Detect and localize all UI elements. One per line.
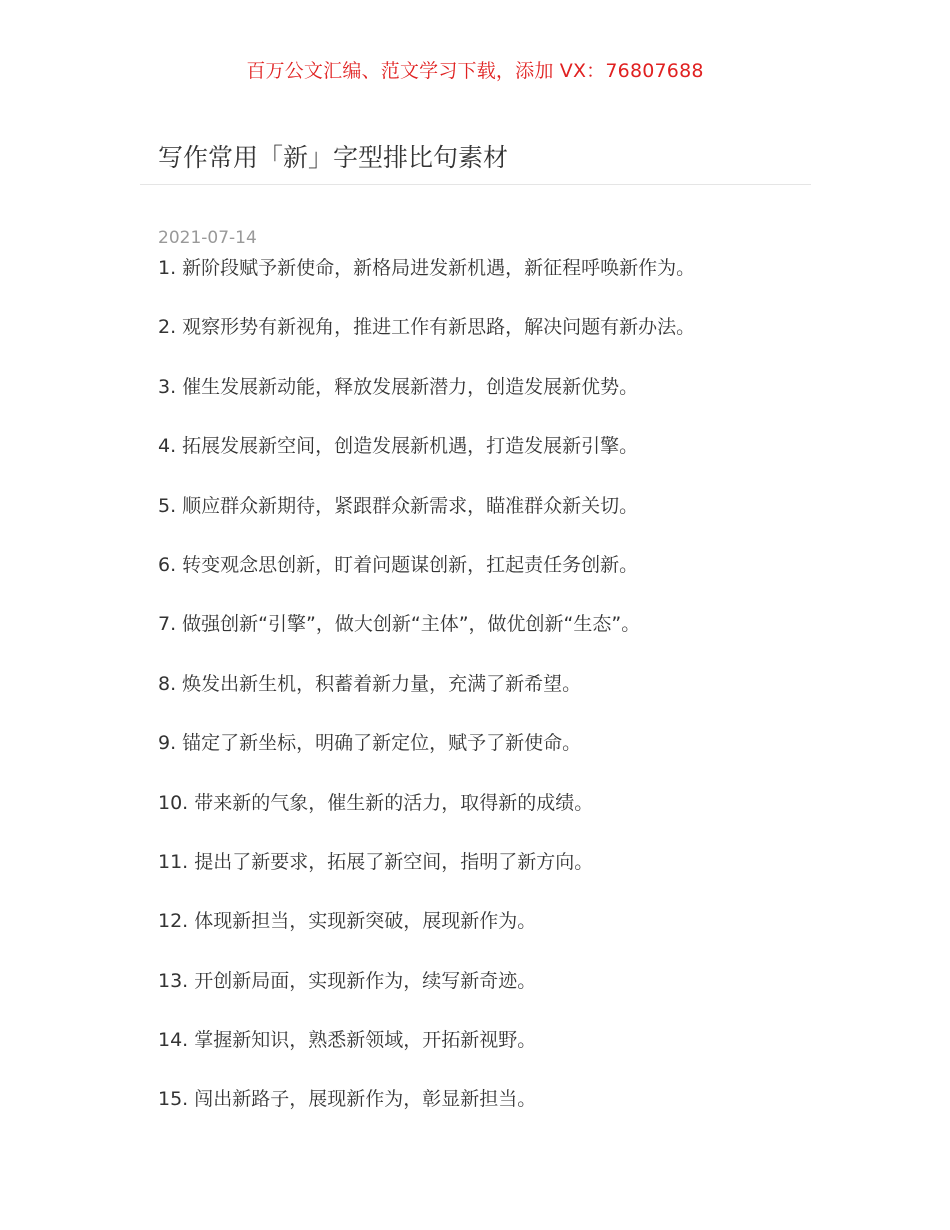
list-item: 5. 顺应群众新期待，紧跟群众新需求，瞄准群众新关切。 xyxy=(158,494,639,517)
title-divider xyxy=(140,184,811,185)
article-title: 写作常用「新」字型排比句素材 xyxy=(158,143,509,172)
list-item: 11. 提出了新要求，拓展了新空间，指明了新方向。 xyxy=(158,850,594,873)
list-item: 7. 做强创新“引擎”，做大创新“主体”，做优创新“生态”。 xyxy=(158,613,641,636)
list-item: 4. 拓展发展新空间，创造发展新机遇，打造发展新引擎。 xyxy=(158,435,639,458)
list-item: 9. 锚定了新坐标，明确了新定位，赋予了新使命。 xyxy=(158,732,582,755)
list-item: 2. 观察形势有新视角，推进工作有新思路，解决问题有新办法。 xyxy=(158,316,696,339)
sentence-list xyxy=(158,254,695,1145)
list-item: 15. 闯出新路子，展现新作为，彰显新担当。 xyxy=(158,1088,537,1111)
list-item: 10. 带来新的气象，催生新的活力，取得新的成绩。 xyxy=(158,791,594,814)
list-item: 6. 转变观念思创新，盯着问题谋创新，扛起责任务创新。 xyxy=(158,553,639,576)
list-item: 8. 焕发出新生机，积蓄着新力量，充满了新希望。 xyxy=(158,672,582,695)
list-item: 12. 体现新担当，实现新突破，展现新作为。 xyxy=(158,910,537,933)
publish-date: 2021-07-14 xyxy=(158,228,257,248)
list-item: 1. 新阶段赋予新使命，新格局进发新机遇，新征程呼唤新作为。 xyxy=(158,257,696,279)
list-item: 14. 掌握新知识，熟悉新领域，开拓新视野。 xyxy=(158,1029,537,1052)
list-item: 3. 催生发展新动能，释放发展新潜力，创造发展新优势。 xyxy=(158,375,639,398)
list-item: 13. 开创新局面，实现新作为，续写新奇迹。 xyxy=(158,969,537,992)
promo-banner: 百万公文汇编、范文学习下载，添加 VX：76807688 xyxy=(246,60,704,82)
